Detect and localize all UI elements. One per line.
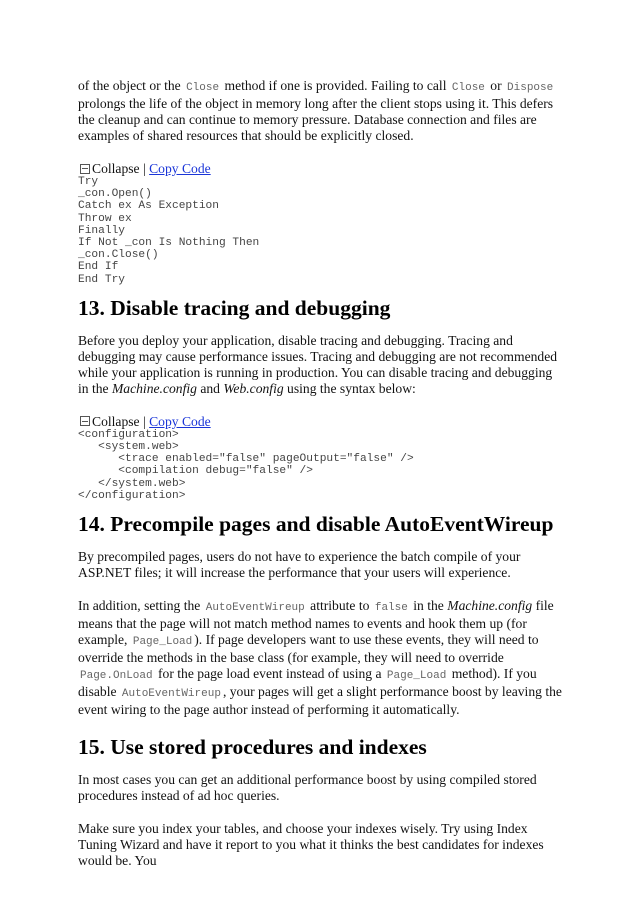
text: of the object or the xyxy=(78,78,185,93)
code-block-config: <configuration> <system.web> <trace enabled="false" pageOutput="false" /> <compilation debug="false" /> </system.web> </configuration> xyxy=(78,428,414,502)
text: Before you deploy your application, disable tracing and debugging. Tracing and debugging may cause performance issues. Tracing and debugging are not recommended while your application is running in production. You can disable tracing and debugging in the xyxy=(78,332,558,396)
machine-config-term: Machine.config xyxy=(447,598,533,614)
section-14-paragraph-1: By precompiled pages, users do not have to experience the batch compile of your ASP.NET files; it will increase the performance that your users will experience. xyxy=(78,549,521,581)
text: or xyxy=(486,78,506,93)
code-autoeventwireup: AutoEventWireup xyxy=(205,602,305,615)
section-13-heading: 13. Disable tracing and debugging xyxy=(78,295,391,320)
code-page-onload: Page.OnLoad xyxy=(80,670,153,683)
code-close: Close xyxy=(186,82,220,94)
separator: | xyxy=(139,161,150,176)
text: method). If you disable xyxy=(78,666,537,700)
text: for the page load event instead of using a xyxy=(154,666,385,682)
code-block-header xyxy=(78,161,566,176)
code-page-load: Page_Load xyxy=(386,670,447,683)
copy-code-link[interactable]: Copy Code xyxy=(149,413,211,429)
collapse-minus-icon[interactable] xyxy=(80,164,90,174)
separator: | xyxy=(139,413,150,429)
code-page-load: Page_Load xyxy=(132,636,193,649)
section-14-paragraph-2 xyxy=(78,598,566,718)
web-config-term: Web.config xyxy=(223,380,284,396)
text: prolongs the life of the object in memory long after the client stops using it. This defers the cleanup and can continue to memory pressure. Database connection and files are examples of shared resources that should be explicitly closed. xyxy=(78,96,554,143)
text: using the syntax below: xyxy=(283,380,416,396)
collapse-minus-icon[interactable] xyxy=(80,416,90,426)
code-close: Close xyxy=(451,82,485,94)
section-15-paragraph-2: Make sure you index your tables, and choose your indexes wisely. Try using Index Tuning Wizard and have it report to you what it thinks the best candidates for indexes would be. You xyxy=(78,821,544,869)
text: in the xyxy=(409,598,448,614)
collapse-toggle[interactable]: Collapse xyxy=(92,161,140,176)
text: attribute to xyxy=(306,598,373,614)
text: file means that the page will not match method names to events and hook them up (for example, xyxy=(78,598,554,648)
text: and xyxy=(196,380,224,396)
copy-code-link[interactable]: Copy Code xyxy=(149,161,211,176)
text: ). If page developers want to use these events, they will need to override the methods in the base class (for example, they will need to override xyxy=(78,632,539,666)
text: In addition, setting the xyxy=(78,598,204,614)
text: method if one is provided. Failing to call xyxy=(221,78,450,93)
code-autoeventwireup: AutoEventWireup xyxy=(121,688,221,701)
section-15-heading: 15. Use stored procedures and indexes xyxy=(78,735,427,760)
text: , your pages will get a slight performance boost by leaving the event wiring to the page author instead of performing it automatically. xyxy=(78,684,562,718)
section-15-paragraph-1: In most cases you can get an additional performance boost by using compiled stored procedures instead of ad hoc queries. xyxy=(78,772,537,804)
code-block-try: Try _con.Open() Catch ex As Exception Throw ex Finally If Not _con Is Nothing Then _con.Close() End If End Try xyxy=(78,176,260,286)
code-false: false xyxy=(374,602,408,615)
collapse-toggle[interactable]: Collapse xyxy=(92,413,140,429)
section-13-paragraph xyxy=(78,333,566,397)
intro-paragraph xyxy=(78,78,566,144)
code-block-header xyxy=(78,414,566,429)
section-14-heading: 14. Precompile pages and disable AutoEventWireup xyxy=(78,512,554,537)
machine-config-term: Machine.config xyxy=(111,380,197,396)
code-dispose: Dispose xyxy=(507,82,554,94)
document-page xyxy=(78,78,566,886)
